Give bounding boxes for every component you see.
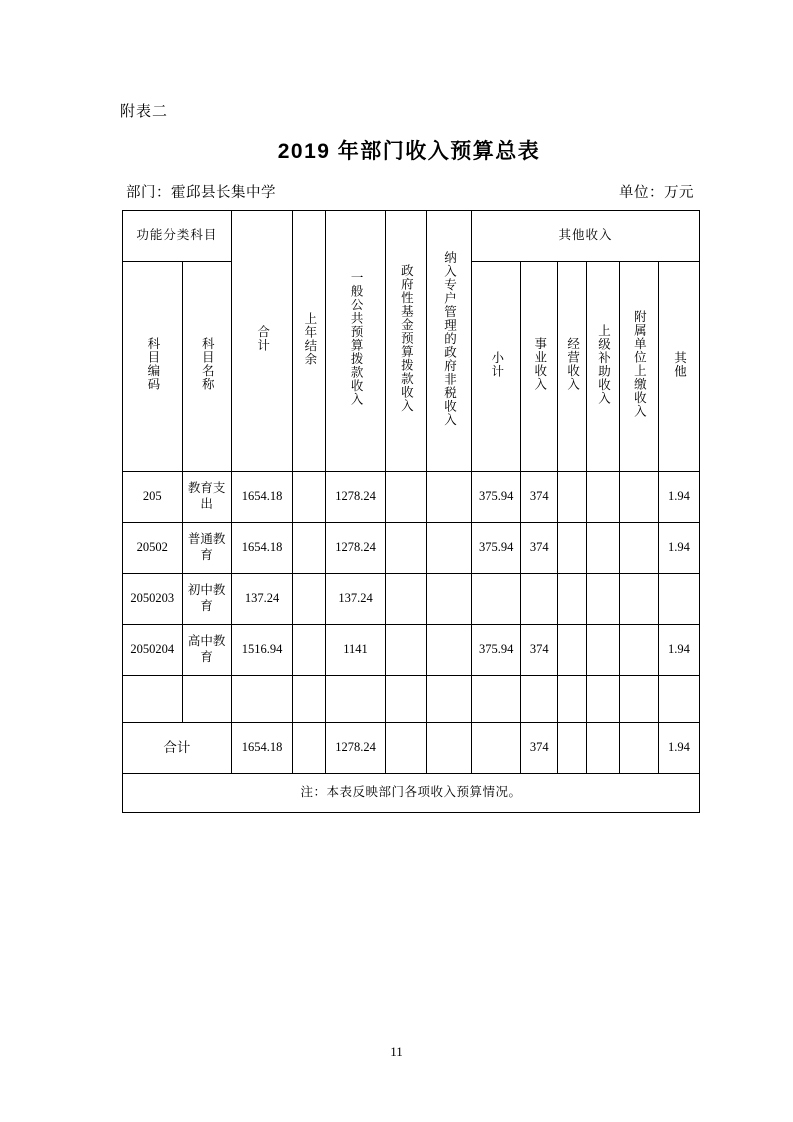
header-operating-income-label: 经营收入 bbox=[565, 337, 580, 392]
header-function-category: 功能分类科目 bbox=[123, 211, 232, 262]
header-other-label: 其他 bbox=[672, 350, 687, 378]
cell-other bbox=[658, 574, 699, 625]
cell-general-public-budget: 137.24 bbox=[326, 574, 386, 625]
cell-last-year-balance bbox=[293, 723, 326, 774]
cell-name bbox=[182, 676, 231, 723]
cell-operating-income bbox=[558, 523, 587, 574]
cell-code: 205 bbox=[123, 472, 183, 523]
cell-general-public-budget: 1278.24 bbox=[326, 723, 386, 774]
page-title: 2019 年部门收入预算总表 bbox=[277, 140, 541, 163]
cell-total: 1654.18 bbox=[231, 472, 293, 523]
cell-name: 普通教育 bbox=[182, 523, 231, 574]
header-general-public-budget-label: 一般公共预算拨款收入 bbox=[349, 271, 364, 407]
header-total-label: 合计 bbox=[255, 325, 270, 353]
cell-total-label: 合计 bbox=[123, 723, 232, 774]
cell-non-tax-special-account bbox=[426, 723, 471, 774]
cell-other-subtotal bbox=[472, 723, 521, 774]
header-name-label: 科目名称 bbox=[200, 337, 215, 392]
table-note-row bbox=[123, 774, 700, 813]
header-general-public-budget bbox=[326, 211, 386, 472]
cell-affiliated-unit-payment bbox=[619, 625, 658, 676]
header-other-subtotal-label: 小计 bbox=[489, 350, 504, 378]
cell-superior-subsidy bbox=[586, 523, 619, 574]
cell-superior-subsidy bbox=[586, 676, 619, 723]
cell-business-income: 374 bbox=[521, 625, 558, 676]
page-number: 11 bbox=[390, 1044, 403, 1059]
header-superior-subsidy bbox=[586, 262, 619, 472]
cell-general-public-budget: 1278.24 bbox=[326, 472, 386, 523]
cell-name: 高中教育 bbox=[182, 625, 231, 676]
cell-name: 教育支出 bbox=[182, 472, 231, 523]
cell-total: 1516.94 bbox=[231, 625, 293, 676]
cell-other-subtotal: 375.94 bbox=[472, 472, 521, 523]
cell-other-subtotal bbox=[472, 574, 521, 625]
header-business-income bbox=[521, 262, 558, 472]
cell-superior-subsidy bbox=[586, 472, 619, 523]
table-total-row bbox=[123, 723, 700, 774]
header-other-subtotal bbox=[472, 262, 521, 472]
table-row bbox=[123, 523, 700, 574]
cell-other: 1.94 bbox=[658, 472, 699, 523]
cell-other-subtotal: 375.94 bbox=[472, 523, 521, 574]
header-business-income-label: 事业收入 bbox=[532, 337, 547, 392]
cell-total: 1654.18 bbox=[231, 523, 293, 574]
cell-superior-subsidy bbox=[586, 723, 619, 774]
meta-row bbox=[126, 181, 694, 202]
cell-business-income bbox=[521, 574, 558, 625]
header-gov-fund-budget bbox=[385, 211, 426, 472]
cell-last-year-balance bbox=[293, 574, 326, 625]
cell-code: 2050204 bbox=[123, 625, 183, 676]
header-total bbox=[231, 211, 293, 472]
table-header-group-row bbox=[123, 211, 700, 262]
cell-affiliated-unit-payment bbox=[619, 574, 658, 625]
cell-non-tax-special-account bbox=[426, 625, 471, 676]
cell-operating-income bbox=[558, 625, 587, 676]
header-code-label: 科目编码 bbox=[145, 337, 160, 392]
cell-last-year-balance bbox=[293, 625, 326, 676]
header-affiliated-unit-payment-label: 附属单位上缴收入 bbox=[632, 310, 647, 419]
cell-other: 1.94 bbox=[658, 723, 699, 774]
cell-operating-income bbox=[558, 723, 587, 774]
department-label: 部门：霍邱县长集中学 bbox=[126, 185, 276, 201]
cell-superior-subsidy bbox=[586, 574, 619, 625]
header-superior-subsidy-label: 上级补助收入 bbox=[596, 323, 611, 405]
cell-gov-fund-budget bbox=[385, 472, 426, 523]
cell-other-subtotal bbox=[472, 676, 521, 723]
header-code bbox=[123, 262, 183, 472]
cell-code: 20502 bbox=[123, 523, 183, 574]
cell-other-subtotal: 375.94 bbox=[472, 625, 521, 676]
cell-operating-income bbox=[558, 472, 587, 523]
cell-affiliated-unit-payment bbox=[619, 676, 658, 723]
header-other-income: 其他收入 bbox=[472, 211, 700, 262]
cell-total: 137.24 bbox=[231, 574, 293, 625]
cell-last-year-balance bbox=[293, 472, 326, 523]
cell-gov-fund-budget bbox=[385, 676, 426, 723]
cell-gov-fund-budget bbox=[385, 574, 426, 625]
cell-affiliated-unit-payment bbox=[619, 523, 658, 574]
cell-total bbox=[231, 676, 293, 723]
cell-other bbox=[658, 676, 699, 723]
cell-general-public-budget: 1141 bbox=[326, 625, 386, 676]
budget-table bbox=[122, 210, 700, 813]
cell-last-year-balance bbox=[293, 676, 326, 723]
header-non-tax-special-account bbox=[426, 211, 471, 472]
cell-business-income bbox=[521, 676, 558, 723]
cell-last-year-balance bbox=[293, 523, 326, 574]
cell-gov-fund-budget bbox=[385, 723, 426, 774]
cell-non-tax-special-account bbox=[426, 574, 471, 625]
cell-non-tax-special-account bbox=[426, 676, 471, 723]
cell-general-public-budget bbox=[326, 676, 386, 723]
cell-business-income: 374 bbox=[521, 472, 558, 523]
table-row bbox=[123, 574, 700, 625]
table-note: 注：本表反映部门各项收入预算情况。 bbox=[123, 774, 700, 813]
cell-code: 2050203 bbox=[123, 574, 183, 625]
header-non-tax-special-account-label: 纳入专户管理的政府非税收入 bbox=[442, 250, 457, 427]
cell-superior-subsidy bbox=[586, 625, 619, 676]
header-operating-income bbox=[558, 262, 587, 472]
header-other bbox=[658, 262, 699, 472]
table-row bbox=[123, 472, 700, 523]
cell-business-income: 374 bbox=[521, 523, 558, 574]
cell-gov-fund-budget bbox=[385, 625, 426, 676]
cell-gov-fund-budget bbox=[385, 523, 426, 574]
header-gov-fund-budget-label: 政府性基金预算拨款收入 bbox=[399, 264, 414, 413]
cell-name: 初中教育 bbox=[182, 574, 231, 625]
cell-general-public-budget: 1278.24 bbox=[326, 523, 386, 574]
cell-code bbox=[123, 676, 183, 723]
table-row bbox=[123, 676, 700, 723]
unit-label: 单位：万元 bbox=[619, 185, 694, 201]
cell-other: 1.94 bbox=[658, 523, 699, 574]
cell-affiliated-unit-payment bbox=[619, 723, 658, 774]
header-affiliated-unit-payment bbox=[619, 262, 658, 472]
attachment-label: 附表二 bbox=[120, 104, 169, 120]
header-last-year-balance bbox=[293, 211, 326, 472]
cell-business-income: 374 bbox=[521, 723, 558, 774]
cell-operating-income bbox=[558, 676, 587, 723]
header-last-year-balance-label: 上年结余 bbox=[302, 311, 317, 366]
header-name bbox=[182, 262, 231, 472]
cell-other: 1.94 bbox=[658, 625, 699, 676]
cell-operating-income bbox=[558, 574, 587, 625]
cell-total: 1654.18 bbox=[231, 723, 293, 774]
cell-non-tax-special-account bbox=[426, 472, 471, 523]
cell-affiliated-unit-payment bbox=[619, 472, 658, 523]
table-row bbox=[123, 625, 700, 676]
cell-non-tax-special-account bbox=[426, 523, 471, 574]
